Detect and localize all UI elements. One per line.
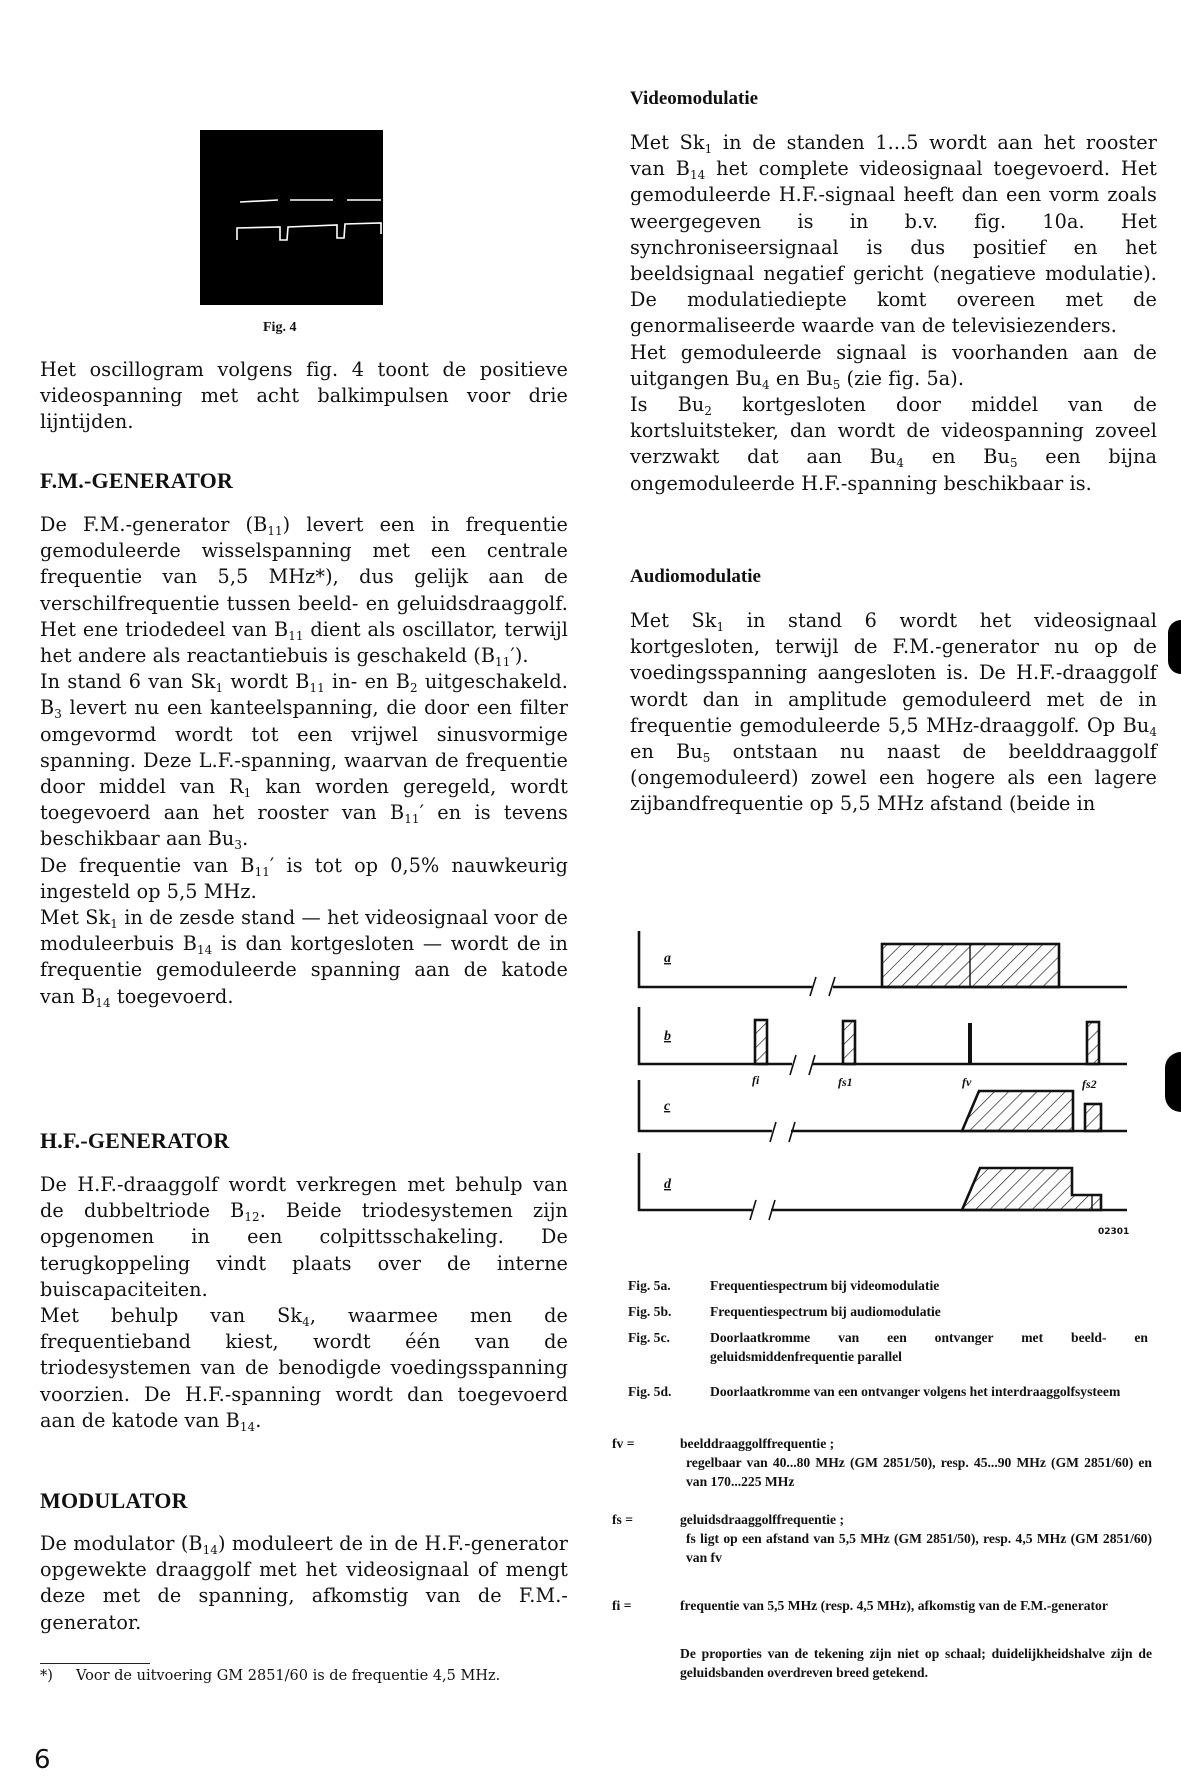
videomodulatie-body xyxy=(630,130,1157,497)
paragraph: Met $Sk_1$ in de standen 1...5 wordt aan het rooster van $B_{14}$ het complete videosignaal toegevoerd. Het gemoduleerde H.F.-signaal heeft dan een vorm zoals weergegeven is in b.v. fig. 10a. Het synchroniseersignaal is dus positief en het beeldsignaal negatief gericht (negatieve modulatie). De modulatiediepte komt overeen met de genormaliseerde waarde van de televisiezenders. xyxy=(630,131,1157,338)
fm-generator-body xyxy=(40,512,568,1010)
binding-hole-mark xyxy=(1165,1052,1181,1112)
panel-a xyxy=(639,931,1127,996)
caption-text: Doorlaatkromme van een ontvanger met beeld- en geluidsmiddenfrequentie parallel xyxy=(710,1330,1148,1364)
axis-label-fi: fi xyxy=(752,1073,760,1087)
legend-term: frequentie van 5,5 MHz (resp. 4,5 MHz), afkomstig van de F.M.-generator xyxy=(680,1598,1108,1613)
paragraph: De frequentie van $B_{11}'$ is tot op 0,5% nauwkeurig ingesteld op 5,5 MHz. xyxy=(40,853,568,903)
axis-label-fs1: fs1 xyxy=(838,1075,853,1089)
panel-c xyxy=(639,1080,1127,1142)
hf-generator-body xyxy=(40,1172,568,1434)
panel-label-a: a xyxy=(664,951,671,966)
panel-d xyxy=(639,1153,1127,1220)
legend-symbol: fs = xyxy=(612,1512,633,1527)
paragraph: Met behulp van $Sk_4$, waarmee men de frequentieband kiest, wordt één van de triodesystemen van de benodigde voedingsspanning voorzien. De H.F.-spanning wordt dan toegevoerd aan de katode van $B_{14}$. xyxy=(40,1304,569,1434)
oscillogram-figure xyxy=(200,130,383,305)
legend-term: beelddraaggolffrequentie ; xyxy=(680,1436,835,1451)
legend-detail: regelbaar van 40...80 MHz (GM 2851/50), resp. 45...90 MHz (GM 2851/60) en van 170...225 MHz xyxy=(686,1455,1152,1489)
axis-label-fv: fv xyxy=(962,1075,972,1089)
heading-modulator: MODULATOR xyxy=(40,1488,188,1513)
page-number: 6 xyxy=(34,1745,51,1775)
caption-key: Fig. 5d. xyxy=(628,1384,672,1399)
intro-paragraph: Het oscillogram volgens fig. 4 toont de positieve videospanning met acht balkimpulsen voor drie lijntijden. xyxy=(40,358,568,434)
paragraph: Is $Bu_2$ kortgesloten door middel van de kortsluitsteker, dan wordt de videospanning zoveel verzwakt dat aan $Bu_4$ en $Bu_5$ een bijna ongemoduleerde H.F.-spanning beschikbaar is. xyxy=(630,393,1158,495)
panel-label-b: b xyxy=(664,1029,671,1044)
footnote-rule xyxy=(40,1663,150,1664)
figure-5-diagram xyxy=(620,900,1150,1260)
legend-symbol: fi = xyxy=(612,1598,632,1613)
paragraph: Met $Sk_1$ in de zesde stand — het videosignaal voor de moduleerbuis $B_{14}$ is dan kortgesloten — wordt de in frequentie gemoduleerde spanning aan de katode van $B_{14}$ toegevoerd. xyxy=(40,906,569,1010)
legend-detail: fs ligt op een afstand van 5,5 MHz (GM 2851/50), resp. 4,5 MHz (GM 2851/60) van fv xyxy=(686,1531,1152,1565)
oscillogram-trace xyxy=(200,130,383,305)
panel-b xyxy=(639,1007,1127,1075)
legend-fs xyxy=(612,1510,1152,1567)
caption-key: Fig. 5a. xyxy=(628,1278,671,1293)
figure-note xyxy=(612,1644,1152,1682)
note-text: De proporties van de tekening zijn niet op schaal; duidelijkheidshalve zijn de geluidsbanden overdreven breed getekend. xyxy=(680,1646,1152,1680)
heading-fm-generator: F.M.-GENERATOR xyxy=(40,468,234,493)
footnote xyxy=(40,1665,568,1685)
panel-label-c: c xyxy=(664,1099,671,1114)
caption-row xyxy=(628,1302,1148,1321)
footnote-text: Voor de uitvoering GM 2851/60 is de frequentie 4,5 MHz. xyxy=(76,1668,501,1684)
drawing-number: 02301 xyxy=(1098,1227,1130,1237)
paragraph: De F.M.-generator $(B_{11})$ levert een in frequentie gemoduleerde wisselspanning met een centrale frequentie van 5,5 MHz*), dus gelijk aan de verschilfrequentie tussen beeld- en geluidsdraaggolf. Het ene triodedeel van $B_{11}$ dient als oscillator, terwijl het andere als reactantiebuis is geschakeld $(B_{11}')$. xyxy=(40,513,568,670)
heading-audiomodulatie: Audiomodulatie xyxy=(630,566,761,587)
caption-text: Doorlaatkromme van een ontvanger volgens het interdraaggolfsysteem xyxy=(710,1384,1121,1399)
modulator-body xyxy=(40,1531,568,1636)
audiomodulatie-body xyxy=(630,608,1157,818)
legend-term: geluidsdraaggolffrequentie ; xyxy=(680,1512,845,1527)
caption-row xyxy=(628,1382,1148,1401)
caption-text: Frequentiespectrum bij audiomodulatie xyxy=(710,1304,941,1319)
heading-hf-generator: H.F.-GENERATOR xyxy=(40,1128,230,1153)
legend-fv xyxy=(612,1434,1152,1491)
paragraph: Het gemoduleerde signaal is voorhanden aan de uitgangen $Bu_4$ en $Bu_5$ (zie fig. 5a). xyxy=(630,340,1157,392)
figure-4-label: Fig. 4 xyxy=(263,320,297,335)
paragraph: De H.F.-draaggolf wordt verkregen met behulp van de dubbeltriode $B_{12}$. Beide triodesystemen zijn opgenomen in een colpittsschakeling. De terugkoppeling vindt plaats over de interne buiscapaciteiten. xyxy=(40,1173,569,1301)
binding-hole-mark xyxy=(1168,620,1181,674)
paragraph: In stand 6 van $Sk_1$ wordt $B_{11}$ in- en $B_2$ uitgeschakeld. $B_3$ levert nu een kanteelspanning, die door een filter omgevormd wordt tot een vrijwel sinusvormige spanning. Deze L.F.-spanning, waarvan de frequentie door middel van $R_1$ kan worden geregeld, wordt toegevoerd aan het rooster van $B_{11}'$ en is tevens beschikbaar aan $Bu_3$. xyxy=(40,670,568,853)
legend-fi xyxy=(612,1596,1152,1615)
caption-key: Fig. 5b. xyxy=(628,1304,672,1319)
paragraph: De modulator $(B_{14})$ moduleert de in de H.F.-generator opgewekte draaggolf met het videosignaal of mengt deze met de spanning, afkomstig van de F.M.-generator. xyxy=(40,1532,568,1634)
caption-row xyxy=(628,1328,1148,1366)
caption-row xyxy=(628,1276,1148,1295)
caption-text: Frequentiespectrum bij videomodulatie xyxy=(710,1278,940,1293)
panel-label-d: d xyxy=(664,1177,671,1192)
caption-key: Fig. 5c. xyxy=(628,1330,670,1345)
legend-symbol: fv = xyxy=(612,1436,635,1451)
heading-videomodulatie: Videomodulatie xyxy=(630,88,759,109)
paragraph: Met $Sk_1$ in stand 6 wordt het videosignaal kortgesloten, terwijl de F.M.-generator nu op de voedingsspanning aangesloten is. De H.F.-draaggolf wordt dan in amplitude gemoduleerd met de in frequentie gemoduleerde 5,5 MHz-draaggolf. Op $Bu_4$ en $Bu_5$ ontstaan nu naast de beelddraaggolf (ongemoduleerd) zowel een hogere als een lagere zijbandfrequentie op 5,5 MHz afstand (beide in xyxy=(630,609,1157,816)
footnote-marker: *) xyxy=(40,1668,53,1684)
axis-label-fs2: fs2 xyxy=(1082,1077,1097,1091)
